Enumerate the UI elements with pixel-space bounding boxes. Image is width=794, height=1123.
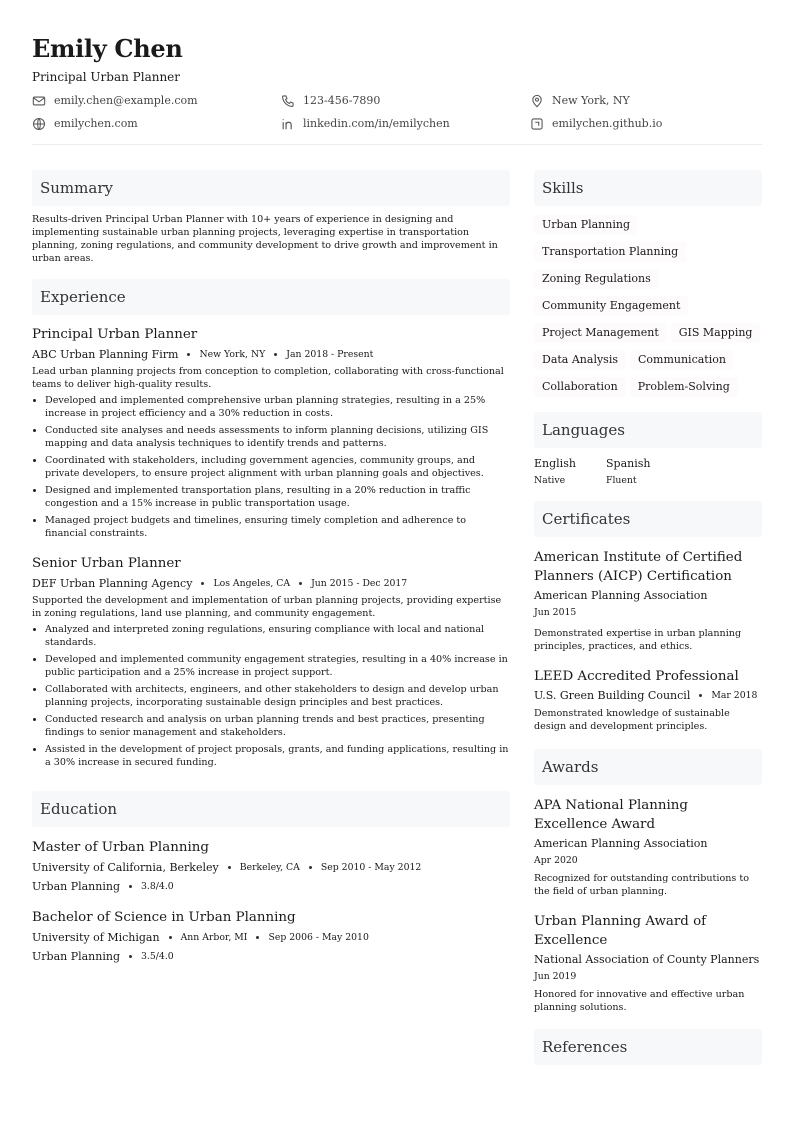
skill-tag: Transportation Planning	[534, 242, 686, 262]
education-meta	[32, 860, 510, 875]
contact-text: emilychen.com	[54, 117, 138, 130]
list-item: Analyzed and interpreted zoning regulations, ensuring compliance with local and national standards.	[32, 623, 510, 649]
job-location: New York, NY	[199, 349, 266, 360]
position-title: Senior Urban Planner	[32, 556, 181, 571]
certificate-date: Jun 2015	[534, 607, 577, 618]
skill-tag: Data Analysis	[534, 350, 626, 370]
separator-dot	[169, 936, 172, 939]
certificate-title: American Institute of Certified Planners (AICP) Certification	[534, 550, 743, 584]
job-description: Lead urban planning projects from conception to completion, collaborating with cross-functional teams to deliver high-quality results.	[32, 366, 504, 390]
experience-heading: Experience	[32, 279, 510, 315]
separator-dot	[129, 885, 132, 888]
separator-dot	[274, 353, 277, 356]
field-of-study: Urban Planning	[32, 950, 120, 963]
education-dates: Sep 2010 - May 2012	[320, 862, 422, 873]
header-divider	[32, 144, 762, 145]
gpa: 3.5/4.0	[141, 951, 174, 962]
contact-text: emilychen.github.io	[552, 117, 663, 130]
education-meta	[32, 930, 510, 945]
contact-text: linkedin.com/in/emilychen	[303, 117, 450, 130]
certificate-entry	[534, 548, 762, 653]
award-title: Urban Planning Award of Excellence	[534, 914, 707, 948]
certificate-issuer-row	[534, 688, 762, 703]
certificates-heading: Certificates	[534, 501, 762, 537]
school-name: University of California, Berkeley	[32, 861, 219, 874]
person-name: Emily Chen	[32, 34, 183, 63]
languages-heading: Languages	[534, 412, 762, 448]
contact-website[interactable]	[32, 116, 281, 132]
job-title: Principal Urban Planner	[32, 70, 181, 84]
certificate-date: Mar 2018	[711, 690, 758, 701]
contact-text: 123-456-7890	[303, 94, 381, 107]
list-item: Coordinated with stakeholders, including government agencies, community groups, and private developers, to ensure project alignment with urban planning goals and objectives.	[32, 454, 510, 480]
contact-location	[530, 93, 762, 109]
certificate-issuer: U.S. Green Building Council	[534, 689, 691, 702]
skill-tag: Urban Planning	[534, 215, 638, 235]
separator-dot	[309, 866, 312, 869]
award-entry	[534, 912, 762, 1014]
position-title: Principal Urban Planner	[32, 327, 198, 342]
job-location: Los Angeles, CA	[213, 578, 291, 589]
contact-text: New York, NY	[552, 94, 630, 107]
list-item: Conducted site analyses and needs assessments to inform planning decisions, utilizing GIS mapping and data analysis techniques to identify trends and patterns.	[32, 424, 510, 450]
experience-entry	[32, 555, 510, 769]
separator-dot	[699, 694, 702, 697]
awards-heading: Awards	[534, 749, 762, 785]
globe-icon	[32, 117, 46, 131]
award-description: Recognized for outstanding contributions to the field of urban planning.	[534, 873, 750, 897]
education-dates: Sep 2006 - May 2010	[268, 932, 369, 943]
skill-tag: GIS Mapping	[671, 323, 761, 343]
award-entry	[534, 796, 762, 898]
list-item: Developed and implemented comprehensive urban planning strategies, resulting in a 25% increase in project efficiency and a 30% reduction in costs.	[32, 394, 510, 420]
school-name: University of Michigan	[32, 931, 160, 944]
field-of-study: Urban Planning	[32, 880, 120, 893]
list-item: Collaborated with architects, engineers, and other stakeholders to design and develop urban planning projects, incorporating sustainable design principles and best practices.	[32, 683, 510, 709]
job-dates: Jan 2018 - Present	[286, 349, 374, 360]
award-issuer: National Association of County Planners	[534, 953, 760, 966]
award-date: Apr 2020	[534, 855, 578, 866]
school-location: Berkeley, CA	[239, 862, 300, 873]
github-icon	[530, 117, 544, 131]
award-title: APA National Planning Excellence Award	[534, 798, 688, 832]
resume-header	[32, 34, 762, 132]
summary-heading: Summary	[32, 170, 510, 206]
references-heading: References	[534, 1029, 762, 1065]
education-heading: Education	[32, 791, 510, 827]
position-meta	[32, 576, 510, 591]
separator-dot	[187, 353, 190, 356]
separator-dot	[256, 936, 259, 939]
achievement-list	[32, 394, 510, 540]
main-column	[32, 170, 510, 964]
company-name: DEF Urban Planning Agency	[32, 577, 193, 590]
skills-list	[534, 215, 762, 397]
contact-list	[32, 93, 762, 132]
mail-icon	[32, 94, 46, 108]
degree-title: Master of Urban Planning	[32, 840, 209, 855]
job-dates: Jun 2015 - Dec 2017	[311, 578, 408, 589]
skill-tag: Community Engagement	[534, 296, 688, 316]
gpa: 3.8/4.0	[141, 881, 174, 892]
skills-heading: Skills	[534, 170, 762, 206]
skill-tag: Problem-Solving	[630, 377, 738, 397]
education-entry	[32, 839, 510, 894]
award-description: Honored for innovative and effective urban planning solutions.	[534, 989, 745, 1013]
certificate-issuer: American Planning Association	[534, 589, 708, 602]
contact-phone[interactable]	[281, 93, 530, 109]
certificate-entry	[534, 667, 762, 733]
languages-list	[534, 456, 762, 488]
language-name: English	[534, 457, 576, 470]
skill-tag: Project Management	[534, 323, 667, 343]
separator-dot	[299, 582, 302, 585]
certificate-description: Demonstrated knowledge of sustainable design and development principles.	[534, 708, 730, 732]
skill-tag: Communication	[630, 350, 734, 370]
contact-text: emily.chen@example.com	[54, 94, 198, 107]
position-meta	[32, 347, 510, 362]
experience-entry	[32, 326, 510, 540]
list-item: Developed and implemented community engagement strategies, resulting in a 40% increase in public participation and a 25% increase in project support.	[32, 653, 510, 679]
award-issuer: American Planning Association	[534, 837, 708, 850]
achievement-list	[32, 623, 510, 769]
phone-icon	[281, 94, 295, 108]
certificate-description: Demonstrated expertise in urban planning principles, practices, and ethics.	[534, 628, 742, 652]
language-name: Spanish	[606, 457, 651, 470]
linkedin-icon	[281, 117, 295, 131]
language-entry	[606, 456, 678, 488]
list-item: Designed and implemented transportation plans, resulting in a 20% reduction in traffic congestion and a 15% increase in public transportation usage.	[32, 484, 510, 510]
separator-dot	[129, 955, 132, 958]
degree-title: Bachelor of Science in Urban Planning	[32, 910, 296, 925]
separator-dot	[201, 582, 204, 585]
contact-email[interactable]	[32, 93, 281, 109]
education-field-row	[32, 949, 510, 964]
company-name: ABC Urban Planning Firm	[32, 348, 179, 361]
contact-linkedin[interactable]	[281, 116, 530, 132]
contact-github[interactable]	[530, 116, 762, 132]
list-item: Conducted research and analysis on urban planning trends and best practices, presenting findings to senior management and stakeholders.	[32, 713, 510, 739]
certificate-title: LEED Accredited Professional	[534, 669, 739, 684]
award-date: Jun 2019	[534, 971, 577, 982]
job-description: Supported the development and implementation of urban planning projects, providing expertise in zoning regulations, land use planning, and community engagement.	[32, 595, 502, 619]
list-item: Managed project budgets and timelines, ensuring timely completion and adherence to financial constraints.	[32, 514, 510, 540]
separator-dot	[228, 866, 231, 869]
location-icon	[530, 94, 544, 108]
education-entry	[32, 909, 510, 964]
summary-text: Results-driven Principal Urban Planner with 10+ years of experience in designing and implementing sustainable urban planning projects, leveraging expertise in transportation planning, zoning regulations, and community development to drive growth and improvement in urban areas.	[32, 214, 498, 264]
skill-tag: Zoning Regulations	[534, 269, 659, 289]
language-level: Native	[534, 475, 566, 486]
list-item: Assisted in the development of project proposals, grants, and funding applications, resulting in a 30% increase in secured funding.	[32, 743, 510, 769]
education-field-row	[32, 879, 510, 894]
language-level: Fluent	[606, 475, 637, 486]
language-entry	[534, 456, 606, 488]
skill-tag: Collaboration	[534, 377, 626, 397]
school-location: Ann Arbor, MI	[180, 932, 248, 943]
sidebar-column	[534, 170, 762, 1065]
